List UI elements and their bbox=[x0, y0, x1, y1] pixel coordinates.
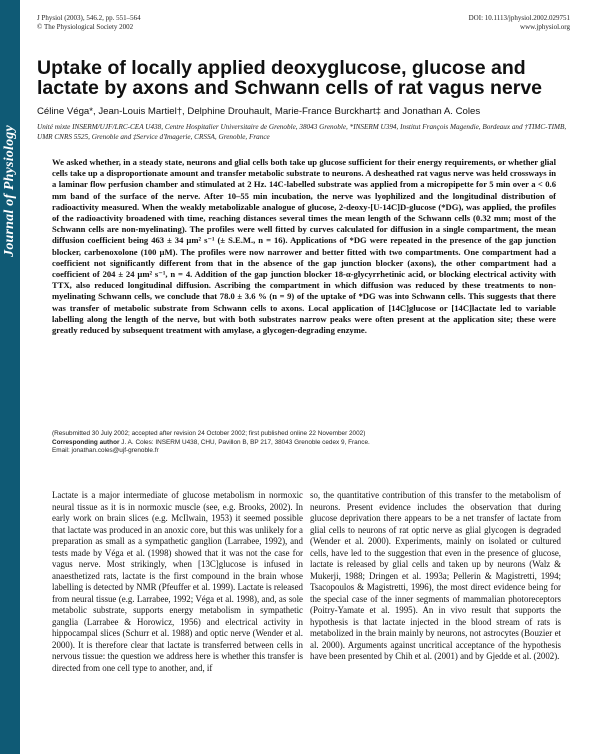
corresponding-author bbox=[52, 439, 556, 448]
abstract: We asked whether, in a steady state, neurons and glial cells both take up glucose sufficient for their energy requirements, or whether glial cells take up a disproportionate amount and transfer metabolic substrate to neurons. A desheathed rat vagus nerve was held crossways in a laminar flow perfusion chamber and stimulated at 2 Hz. 14C-labelled substrate was applied from a micropipette for 5 min over a < 0.6 mm band of the surface of the nerve. After 10–55 min incubation, the nerve was lyophilized and the longitudinal distribution of radioactivity measured. When the weakly metabolizable analogue of glucose, 2-deoxy-[U-14C]D-glucose (*DG), was applied, the profiles of the radioactivity broadened with time, reaching distances several times the mean length of the Schwann cells (0.32 mm; most of the Schwann cells are non-myelinating). The profiles were well fitted by curves calculated for diffusion in a single compartment, the mean diffusion coefficient being 463 ± 34 µm² s⁻¹ (± S.E.M., n = 16). Applications of *DG were repeated in the presence of the gap junction blocker, carbenoxolone (100 µM). The profiles were now narrower and better fitted with two compartments. One compartment had a coefficient not significantly different from that in the absence of the gap junction blocker (axons), the other compartment had a coefficient of 204 ± 24 µm² s⁻¹, n = 4. Addition of the gap junction blocker 18-α-glycyrrhetinic acid, or blocking electrical activity with TTX, also reduced longitudinal diffusion. Ascribing the compartment in which diffusion was reduced by these treatments to non-myelinating Schwann cells, we conclude that 78.0 ± 3.6 % (n = 9) of the uptake of *DG was into Schwann cells. This suggests that there was transfer of metabolic substrate from Schwann cells to axons. Local application of [14C]glucose or [14C]lactate led to variable labelling along the length of the nerve, but with both substrates narrow peaks were often present at the application site; these were greatly reduced by subsequent treatment with amylase, a glycogen-degrading enzyme. bbox=[52, 157, 556, 336]
website: www.jphysiol.org bbox=[520, 23, 570, 31]
affiliations: Unité mixte INSERM/UJF/LRC-CEA U438, Centre Hospitalier Universitaire de Grenoble, 38043 Grenoble, *INSERM U394, Institut François Magendie, Bordeaux and †TIMC-TIMB, UMR CNRS 5525, Grenoble and ‡Service d'Imagerie, CRSSA, Grenoble, France bbox=[37, 123, 567, 141]
corresponding-label: Corresponding author bbox=[52, 438, 120, 446]
journal-sidebar-title bbox=[0, 96, 20, 286]
header-left bbox=[37, 14, 141, 32]
copyright: © The Physiological Society 2002 bbox=[37, 23, 134, 31]
author-list: Céline Véga*, Jean-Louis Martiel†, Delphine Drouhault, Marie-France Burckhart‡ and Jonathan A. Coles bbox=[37, 106, 481, 117]
article-notes bbox=[52, 430, 556, 456]
citation: J Physiol (2003), 546.2, pp. 551–564 bbox=[37, 14, 141, 22]
body-column-left: Lactate is a major intermediate of glucose metabolism in normoxic neural tissue as it is in normoxic muscle (see, e.g. Brooks, 2002). In early work on brain slices (e.g. McIlwain, 1953) it seemed possible that lactate was produced in an anoxic core, but this was unlikely for a preparation as small as a sympathetic ganglion (Larrabee, 1992), and tests made by Véga et al. (1998) showed that it was not the case for vagus nerve. Most strikingly, when [13C]glucose is infused in anaesthetized rats, lactate is the first compound in the brain whose labelling is detected by NMR (Pfeuffer et al. 1999). Lactate is released from neural tissue (e.g. Larrabee, 1992; Véga et al. 1998), and, as sole metabolic substrate, supports energy metabolism in sympathetic ganglia (Larrabee & Horowicz, 1956) and electrical activity in hippocampal slices (Schurr et al. 1988) and optic nerve (Wender et al. 2000). It is therefore clear that lactate is transferred between cells in nervous tissue: the question we address here is whether this transfer is directed from one cell type to another, and, if bbox=[52, 490, 303, 673]
header-right bbox=[469, 14, 570, 32]
corresponding-text: J. A. Coles: INSERM U438, CHU, Pavillon B, BP 217, 38043 Grenoble cedex 9, France. bbox=[119, 438, 370, 446]
journal-name: Journal of Physiology bbox=[2, 125, 17, 257]
received-dates: (Resubmitted 30 July 2002; accepted after revision 24 October 2002; first published online 22 November 2002) bbox=[52, 430, 366, 437]
body-column-right: so, the quantitative contribution of this transfer to the metabolism of neurons. Present evidence includes the observation that during glucose deprivation there appears to be a net transfer of lactate from glial cells to neurons of rat optic nerve as glial glycogen is degraded (Wender et al. 2000). Experiments, mainly on isolated or cultured cells, have led to the suggestion that even in the presence of glucose, lactate is released by glial cells and taken up by neurons (Walz & Mukerji, 1988; Dringen et al. 1993a; Pellerin & Magistretti, 1994; Tsacopoulos & Magistretti, 1996), the most direct evidence being for the special case of the inner segments of mammalian photoreceptors (Poitry-Yamate et al. 1995). An in vivo result that supports the hypothesis is that lactate injected in the blood stream of rats is metabolized in the brain mainly by neurons, not astrocytes (Bouzier et al. 2000). Arguments against uncritical acceptance of the hypothesis have been presented by Chih et al. (2001) and by Gjedde et al. (2002). bbox=[310, 490, 561, 661]
doi: DOI: 10.1113/jphysiol.2002.029751 bbox=[468, 14, 570, 22]
email-line: Email: jonathan.coles@ujf-grenoble.fr bbox=[52, 447, 159, 455]
article-title: Uptake of locally applied deoxyglucose, glucose and lactate by axons and Schwann cells of rat vagus nerve bbox=[37, 57, 543, 99]
